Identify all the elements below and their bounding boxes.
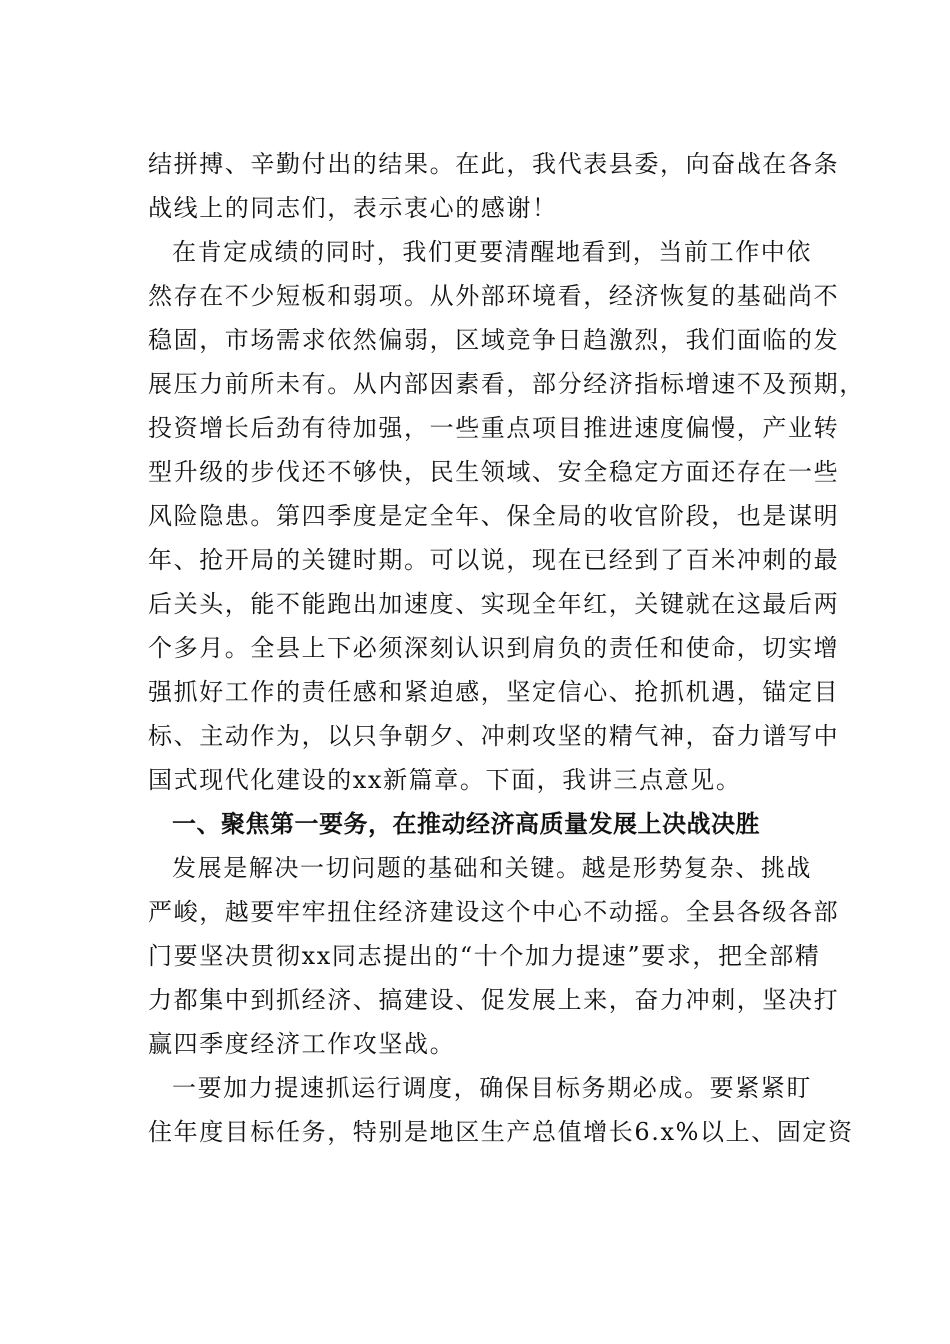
text-line: 展压力前所未有。从内部因素看，部分经济指标增速不及预期， <box>148 370 865 398</box>
text-line: 然存在不少短板和弱项。从外部环境看，经济恢复的基础尚不 <box>148 282 840 310</box>
text-line: 战线上的同志们，表示衷心的感谢！ <box>148 194 558 222</box>
text-line: 住年度目标任务，特别是地区生产总值增长6.x%以上、固定资 <box>148 1118 854 1146</box>
paragraph-start-line: 在肯定成绩的同时，我们更要清醒地看到，当前工作中依 <box>172 238 812 266</box>
text-line: 强抓好工作的责任感和紧迫感，坚定信心、抢抓机遇，锚定目 <box>148 678 840 706</box>
text-line: 稳固，市场需求依然偏弱，区域竞争日趋激烈，我们面临的发 <box>148 326 840 354</box>
paragraph-start-line: 一要加力提速抓运行调度，确保目标务期必成。要紧紧盯 <box>172 1074 812 1102</box>
text-line: 个多月。全县上下必须深刻认识到肩负的责任和使命，切实增 <box>148 634 840 662</box>
text-line: 型升级的步伐还不够快，民生领域、安全稳定方面还存在一些 <box>148 458 840 486</box>
text-line: 结拼搏、辛勤付出的结果。在此，我代表县委，向奋战在各条 <box>148 150 840 178</box>
text-line: 门要坚决贯彻xx同志提出的“十个加力提速”要求，把全部精 <box>148 942 821 970</box>
text-line: 国式现代化建设的xx新篇章。下面，我讲三点意见。 <box>148 766 742 794</box>
text-line: 风险隐患。第四季度是定全年、保全局的收官阶段，也是谋明 <box>148 502 840 530</box>
paragraph-start-line: 发展是解决一切问题的基础和关键。越是形势复杂、挑战 <box>172 854 812 882</box>
section-heading: 一、聚焦第一要务，在推动经济高质量发展上决战决胜 <box>172 810 760 838</box>
text-line: 年、抢开局的关键时期。可以说，现在已经到了百米冲刺的最 <box>148 546 840 574</box>
text-line: 投资增长后劲有待加强，一些重点项目推进速度偏慢，产业转 <box>148 414 840 442</box>
text-line: 标、主动作为，以只争朝夕、冲刺攻坚的精气神，奋力谱写中 <box>148 722 840 750</box>
text-line: 严峻，越要牢牢扭住经济建设这个中心不动摇。全县各级各部 <box>148 898 840 926</box>
text-line: 赢四季度经济工作攻坚战。 <box>148 1030 456 1058</box>
text-line: 力都集中到抓经济、搞建设、促发展上来，奋力冲刺，坚决打 <box>148 986 840 1014</box>
text-line: 后关头，能不能跑出加速度、实现全年红，关键就在这最后两 <box>148 590 840 618</box>
